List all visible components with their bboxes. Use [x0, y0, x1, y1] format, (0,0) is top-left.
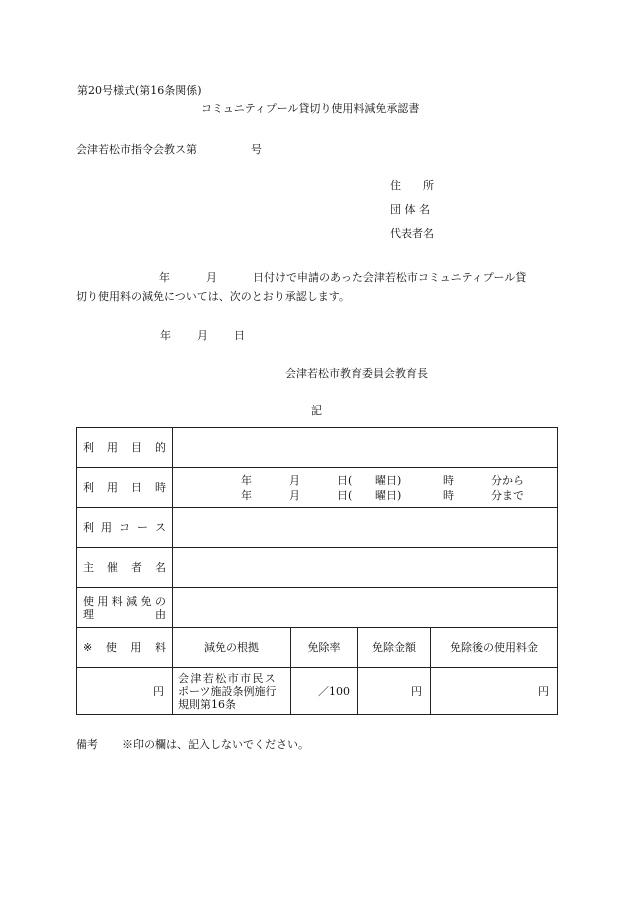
recipient-group-name-label: 団 体 名	[390, 203, 430, 216]
document-number-prefix: 会津若松市指令会教ス第	[76, 143, 197, 156]
fee-value: 円	[77, 668, 173, 715]
document-number-suffix: 号	[251, 143, 262, 156]
reason-row	[77, 588, 558, 628]
body-year: 年	[159, 271, 170, 284]
amount-header: 免除金額	[358, 628, 431, 668]
datetime-value[interactable]: 年 月 日( 曜日) 時 分から 年 月 日( 曜日) 時 分まで	[173, 468, 558, 508]
course-row	[77, 508, 558, 548]
issuer: 会津若松市教育委員会教育長	[285, 367, 428, 380]
reason-label-cell	[77, 588, 173, 628]
fee-label: ※ 使 用 料	[83, 641, 166, 654]
reason-label-line-1: 使 用 料 減 免 の	[83, 594, 166, 608]
recipient-representative-label: 代表者名	[390, 227, 434, 240]
rate-header: 免除率	[291, 628, 358, 668]
body-month: 月	[206, 271, 217, 284]
body-line-1	[159, 271, 526, 285]
organizer-label-cell	[77, 548, 173, 588]
issue-date-month: 月	[197, 329, 208, 342]
amount-value: 円	[358, 668, 431, 715]
organizer-value[interactable]	[173, 548, 558, 588]
ki-heading: 記	[311, 404, 322, 417]
reason-label-line-2: 理 由	[83, 607, 166, 621]
datetime-label-cell	[77, 468, 173, 508]
issue-date-year: 年	[160, 329, 171, 342]
note-label: 備考	[76, 738, 98, 751]
basis-header: 減免の根拠	[173, 628, 291, 668]
basis-value: 会津若松市市民ス ポーツ施設条例施行 規則第16条	[173, 668, 291, 715]
document-title: コミュニティプール貸切り使用料減免承認書	[201, 102, 420, 115]
course-value[interactable]	[173, 508, 558, 548]
fee-value-row	[77, 668, 558, 715]
organizer-row	[77, 548, 558, 588]
purpose-label: 利 用 目 的	[83, 441, 166, 454]
body-line-1-rest: 日付けで申請のあった会津若松市コミュニティプール貸	[253, 271, 527, 284]
issue-date-day: 日	[234, 329, 245, 342]
recipient-address-label: 住 所	[390, 179, 434, 192]
body-line-2: 切り使用料の減免については、次のとおり承認します。	[76, 290, 350, 303]
after-fee-value: 円	[431, 668, 558, 715]
after-fee-header: 免除後の使用料金	[431, 628, 558, 668]
issue-date	[160, 329, 245, 343]
rate-value: ／100	[291, 668, 358, 715]
fee-label-cell	[77, 628, 173, 668]
course-label: 利 用 コ ー ス	[83, 521, 166, 534]
datetime-label: 利 用 日 時	[83, 481, 166, 494]
reason-value[interactable]	[173, 588, 558, 628]
purpose-label-cell	[77, 428, 173, 468]
organizer-label: 主 催 者 名	[83, 561, 166, 574]
fee-header-row	[77, 628, 558, 668]
purpose-row	[77, 428, 558, 468]
datetime-row	[77, 468, 558, 508]
document-number	[76, 143, 262, 157]
approval-table	[76, 427, 558, 715]
form-number: 第20号様式(第16条関係)	[77, 84, 202, 97]
note	[76, 738, 309, 752]
note-text: ※印の欄は、記入しないでください。	[122, 738, 309, 751]
course-label-cell	[77, 508, 173, 548]
purpose-value[interactable]	[173, 428, 558, 468]
